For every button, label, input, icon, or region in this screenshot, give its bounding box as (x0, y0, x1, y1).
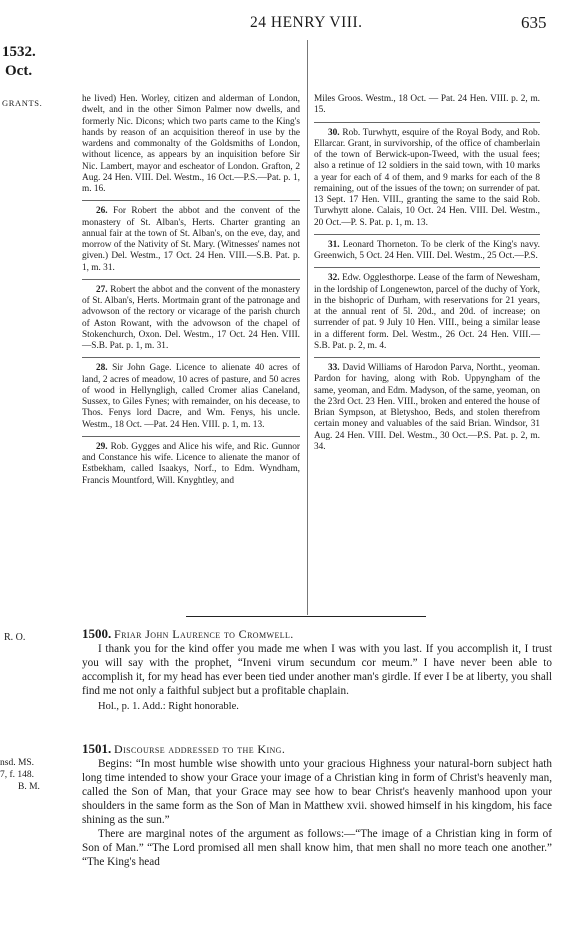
entry-text: Robert the abbot and the convent of the monastery of St. Alban's, Herts. Mortmain grant of the patronage and advowson of the rectory or vicarage of the parish church of Aston Rowant, with the advowson of the chapel of Stokenchurch, Oxon. Del. Westm., 17 Oct. 24 Hen. VIII.—S.B. Pat. p. 1, m. 31. (82, 284, 300, 351)
left-col-entry (82, 285, 300, 353)
entry-text: Miles Groos. Westm., 18 Oct. — Pat. 24 Hen. VIII. p. 2, m. 15. (314, 94, 540, 116)
entry-1501-heading (82, 742, 552, 757)
entry-1501-body-2: There are marginal notes of the argument as follows:—“The image of a Christian king in form of Son of Man.” “The Lord promised all men shall know him, that men shall no more teach one another.” “The King's head (82, 828, 552, 868)
entry-text: Rob. Turwhytt, esquire of the Royal Body, and Rob. Ellarcar. Grant, in survivorship, of the office of chamberlain of the town of Berwick-upon-Tweed, with the usual fees; also a retinue of 12 soldiers in the said town, with 10 marks a year for each of 4 of them, and 9 marks for each of the 8 remaining, out of the issues of the town; on surrender of pat. 13 Sept. 17 Hen. VIII., granting the same to the said Rob. Turwhytt alone. Calais, 10 Oct. 24 Hen. VIII. Del. Westm., 20 Oct.—P. S. Pat. p. 1, m. 13. (314, 127, 540, 228)
entry-text: Sir John Gage. Licence to alienate 40 acres of land, 2 acres of meadow, 10 acres of pasture, and 50 acres of wood in Hellyngligh, called Cromer alias Caneland, Sussex, to Giles Fynes; with remainder, on his decease, to Thos. Fenys lord Dacre, and Wm. Fenys, his uncle. Westm., 18 Oct. —Pat. 24 Hen. VIII. p. 1, m. 13. (82, 363, 300, 430)
entry-1500-title: Friar John Laurence to Cromwell. (114, 627, 294, 641)
left-col-entry (82, 94, 300, 195)
entry-1500-body: I thank you for the kind offer you made me when I was with you last. If you accomplish it, I trust you will say with the prophet, “Inveni virum secundum cor meum.” I have never been able to accomplish it, for my head has ever been tied under another man's girdle. If ever I be at liberty, you shall find me not only a faithful subject but a profitable chaplain. (82, 643, 552, 697)
entry-separator (82, 279, 300, 280)
entry-separator (314, 234, 540, 235)
entry-number: 28. (96, 363, 108, 374)
entry-1501-number: 1501. (82, 741, 112, 756)
right-col-entry (314, 363, 540, 453)
entry-text: David Williams of Harodon Parva, Northt., yeoman. Pardon for having, along with Rob. Uppyngham of the same, yeoman, and Edm. Madyson, of the same, yeoman, on the 23rd Oct. 23 Hen. VIII., broken and entered the house of Brian Sympson, at Bletyshoo, Beds, and stolen therefrom certain money and valuables of the said Brian. Windsor, 31 Aug. 24 Hen. VIII. Del. Westm., 30 Oct.—P.S. Pat. p. 2, m. 34. (314, 363, 540, 452)
margin-ref-1501-c: B. M. (18, 782, 40, 792)
margin-ref-1501-b: 7, f. 148. (0, 770, 35, 780)
running-header-title: 24 HENRY VIII. (250, 14, 363, 31)
entry-text: Edw. Ogglesthorpe. Lease of the farm of Newesham, in the lordship of Longenewton, parcel of the duchy of York, in the bishopric of Durham, with reservations for 21 years, at the annual rent of 5l. 20d., and 20d. of increase; on surrender of pat. 9 July 10 Hen. VIII., being a similar lease in a different form. Del. Westm., 26 Oct. 24 Hen. VIII.—S.B. Pat. p. 2, m. 4. (314, 273, 540, 351)
entry-number: 30. (328, 127, 340, 138)
margin-ref-1501-a: nsd. MS. (0, 758, 35, 768)
page-number: 635 (521, 13, 547, 32)
entry-1501-body-1: Begins: “In most humble wise showith unto your gracious Highness your natural-born subject hath long time intended to show your Grace your image of a Christian king in form of Christ's heavenly man, called the Son of Man, that your Grace may see how to bear Christ's heavenly manhood upon your shoulders in the same form as the Son of Man in Matthew xvii. showed himself in his kingdom, his face shining as the sun.” (82, 758, 552, 826)
left-col-entry (82, 363, 300, 431)
entry-number: 32. (328, 273, 340, 284)
entry-1500-source: Hol., p. 1. Add.: Right honorable. (98, 701, 239, 712)
entry-separator (82, 436, 300, 437)
entry-1501-title: Discourse addressed to the King. (114, 742, 286, 756)
right-col-entry (314, 128, 540, 229)
entry-separator (314, 267, 540, 268)
entry-number: 29. (96, 441, 108, 452)
entry-text: Leonard Thorneton. To be clerk of the King's navy. Greenwich, 5 Oct. 24 Hen. VIII. Del. Westm., 25 Oct.—P.S. (314, 239, 540, 261)
column-divider (307, 40, 308, 615)
entry-1500-number: 1500. (82, 626, 112, 641)
entry-separator (314, 357, 540, 358)
margin-section-label: GRANTS. (2, 98, 43, 108)
entry-text: he lived) Hen. Worley, citizen and alderman of London, dwelt, and in the other Simon Palmer now dwells, and formerly Nic. Dicons; which two parts came to the King's hands by reason of an acquisition thereof in use by the wardens and commonalty of the Goldsmiths of London, without licence, as appears by an inquisition before Sir Nic. Lambert, mayor and escheator of London. Grafton, 2 Aug. 24 Hen. VIII. Del. Westm., 16 Oct.—P.S.—Pat. p. 1, m. 16. (82, 94, 300, 194)
entry-1501 (82, 742, 552, 869)
entry-1500 (82, 627, 552, 714)
entry-text: Rob. Gygges and Alice his wife, and Ric. Gunnor and Constance his wife. Licence to alienate the manor of Estbekham, called Isaakys, Norf., to Edm. Wyndham, Francis Mountford, Will. Knyghtley, and (82, 441, 300, 486)
entry-number: 31. (328, 239, 340, 250)
entry-text: For Robert the abbot and the convent of the monastery of St. Alban's, Herts. Charter granting an annual fair at the town of St. Alban's, on the eve, day, and morrow of the Nativity of St. Mary. (Witnesses' names not given.) Del. Westm., 17 Oct. 24 Hen. VIII.—S.B. Pat. p. 1, m. 31. (82, 206, 301, 273)
right-col-entry (314, 94, 540, 117)
left-col-entry (82, 442, 300, 487)
margin-month: Oct. (5, 63, 33, 79)
left-col-entry (82, 206, 300, 274)
left-column (82, 94, 300, 492)
entry-1500-heading (82, 627, 552, 642)
margin-ref-1500: R. O. (4, 632, 26, 643)
entry-separator (82, 357, 300, 358)
entry-number: 27. (96, 284, 108, 295)
right-col-entry (314, 240, 540, 263)
entry-number: 26. (96, 206, 108, 217)
right-column (314, 94, 540, 458)
right-col-entry (314, 273, 540, 352)
entry-separator (314, 122, 540, 123)
entry-number: 33. (328, 363, 340, 373)
section-rule (186, 616, 426, 617)
margin-year: 1532. (2, 44, 36, 60)
entry-separator (82, 200, 300, 201)
